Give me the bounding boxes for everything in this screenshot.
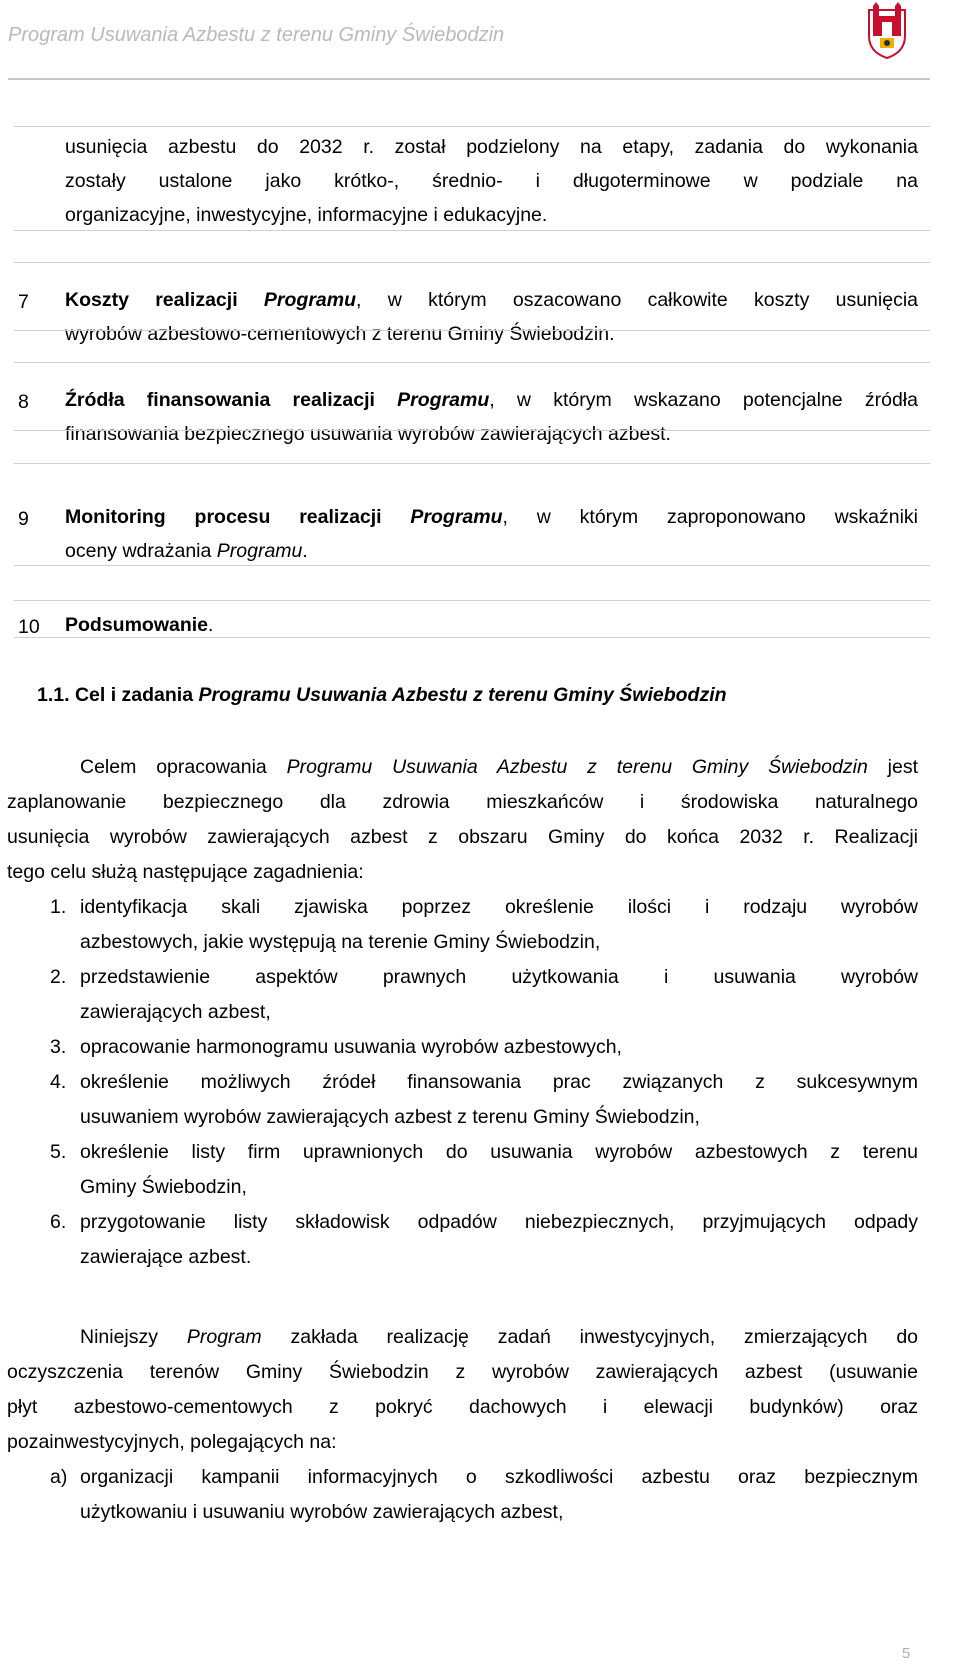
toc-divider xyxy=(14,230,930,231)
toc-item-title: Podsumowanie xyxy=(65,614,209,636)
list-marker: 2. xyxy=(50,966,67,988)
list-item-line: zawierających azbest, xyxy=(80,1001,271,1023)
list-item-line: azbestowych, jakie występują na terenie Gminy Świebodzin, xyxy=(80,931,601,953)
list-marker: 4. xyxy=(50,1071,67,1093)
text-run: Celem opracowania xyxy=(80,756,287,778)
toc-item-7 xyxy=(65,283,918,351)
toc-item-title-italic: Programu xyxy=(410,506,503,528)
list-item-line: przygotowanie listy składowisk odpadów niebezpiecznych, przyjmujących odpady xyxy=(80,1211,918,1233)
text-run: jest xyxy=(867,756,919,778)
toc-item-title-italic: Programu xyxy=(263,289,357,311)
toc-item-title: Źródła finansowania realizacji xyxy=(65,389,398,411)
list-item-line: usuwaniem wyrobów zawierających azbest z terenu Gminy Świebodzin, xyxy=(80,1106,700,1128)
toc-item-title: Monitoring procesu realizacji xyxy=(65,506,411,528)
toc-item-description-italic: Programu xyxy=(216,540,303,562)
toc-item-description: , w którym wskazano potencjalne źródła xyxy=(489,389,918,411)
toc-item-description: , w którym zaproponowano wskaźniki xyxy=(502,506,919,528)
toc-item-9 xyxy=(65,500,918,568)
list-marker: 3. xyxy=(50,1036,67,1058)
text-line: zaplanowanie bezpiecznego dla zdrowia mieszkańców i środowiska naturalnego xyxy=(7,791,918,813)
paragraph-scope xyxy=(7,1320,918,1460)
text-line: płyt azbestowo-cementowych z pokryć dachowych i elewacji budynków) oraz xyxy=(7,1396,918,1418)
text-line: tego celu służą następujące zagadnienia: xyxy=(7,861,364,883)
toc-divider xyxy=(14,262,930,263)
running-header-title: Program Usuwania Azbestu z terenu Gminy Świebodzin xyxy=(8,24,505,46)
toc-divider xyxy=(14,430,930,431)
list-marker: 5. xyxy=(50,1141,67,1163)
text-line: pozainwestycyjnych, polegających na: xyxy=(7,1431,337,1453)
list-item xyxy=(7,890,918,960)
paragraph-goal xyxy=(7,750,918,890)
section-title: Cel i zadania xyxy=(69,684,199,706)
list-item xyxy=(7,1030,918,1065)
list-item xyxy=(7,960,918,1030)
toc-divider xyxy=(14,330,930,331)
toc-item-number: 8 xyxy=(18,391,29,413)
list-marker: 1. xyxy=(50,896,67,918)
text-line: oczyszczenia terenów Gminy Świebodzin z wyrobów zawierających azbest (usuwanie xyxy=(7,1361,918,1383)
goals-list xyxy=(7,890,918,1275)
toc-item-number: 9 xyxy=(18,508,29,530)
list-item xyxy=(7,1205,918,1275)
toc-item-description: , w którym oszacowano całkowite koszty usunięcia xyxy=(356,289,919,311)
toc-item-title-italic: Programu xyxy=(397,389,490,411)
toc-divider xyxy=(14,565,930,566)
list-item xyxy=(7,1065,918,1135)
toc-item-description: . xyxy=(208,614,214,636)
toc-item-title: Koszty realizacji xyxy=(65,289,264,311)
list-marker: a) xyxy=(50,1466,68,1488)
section-heading xyxy=(37,684,727,707)
list-item-line: identyfikacja skali zjawiska poprzez określenie ilości i rodzaju wyrobów xyxy=(80,896,918,918)
text-run-italic: Program xyxy=(186,1326,262,1348)
list-item-line: opracowanie harmonogramu usuwania wyrobów azbestowych, xyxy=(80,1036,622,1058)
toc-divider xyxy=(14,463,930,464)
section-title-italic: Programu Usuwania Azbestu z terenu Gminy Świebodzin xyxy=(198,684,727,706)
list-item-line: określenie możliwych źródeł finansowania prac związanych z sukcesywnym xyxy=(80,1071,918,1093)
toc-continuation-line: usunięcia azbestu do 2032 r. został podzielony na etapy, zadania do wykonania xyxy=(65,136,918,158)
list-item xyxy=(7,1460,918,1530)
toc-divider xyxy=(14,600,930,601)
list-item xyxy=(7,1135,918,1205)
list-item-line: organizacji kampanii informacyjnych o szkodliwości azbestu oraz bezpiecznym xyxy=(80,1466,918,1488)
list-item-line: określenie listy firm uprawnionych do usuwania wyrobów azbestowych z terenu xyxy=(80,1141,918,1163)
list-item-line: Gminy Świebodzin, xyxy=(80,1176,247,1198)
toc-divider xyxy=(14,126,930,127)
toc-continuation-line: organizacyjne, inwestycyjne, informacyjne i edukacyjne. xyxy=(65,204,548,226)
header-divider xyxy=(8,78,930,80)
toc-item-number: 10 xyxy=(18,616,40,638)
toc-item-number: 7 xyxy=(18,291,29,313)
list-item-line: użytkowaniu i usuwaniu wyrobów zawierających azbest, xyxy=(80,1501,564,1523)
list-item-line: przedstawienie aspektów prawnych użytkowania i usuwania wyrobów xyxy=(80,966,918,988)
toc-item-8 xyxy=(65,383,918,451)
toc-divider xyxy=(14,362,930,363)
toc-item-description: wyrobów azbestowo-cementowych z terenu Gminy Świebodzin. xyxy=(65,323,615,345)
toc-divider xyxy=(14,637,930,638)
text-run: zakłada realizację zadań inwestycyjnych, zmierzających do xyxy=(261,1326,919,1348)
municipal-crest-icon xyxy=(865,2,909,60)
text-run: Niniejszy xyxy=(80,1326,187,1348)
section-number: 1.1. xyxy=(37,684,70,706)
text-line: usunięcia wyrobów zawierających azbest z obszaru Gminy do końca 2032 r. Realizacji xyxy=(7,826,918,848)
list-item-line: zawierające azbest. xyxy=(80,1246,252,1268)
toc-item-description: oceny wdrażania xyxy=(65,540,217,562)
toc-item-description: . xyxy=(302,540,308,562)
toc-continuation-line: zostały ustalone jako krótko-, średnio- i długoterminowe w podziale na xyxy=(65,170,918,192)
text-run-italic: Programu Usuwania Azbestu z terenu Gminy Świebodzin xyxy=(286,756,868,778)
page-number: 5 xyxy=(902,1645,911,1662)
tasks-list xyxy=(7,1460,918,1530)
list-marker: 6. xyxy=(50,1211,67,1233)
toc-item-description: finansowania bezpiecznego usuwania wyrobów zawierających azbest. xyxy=(65,423,671,445)
toc-continuation xyxy=(65,130,918,232)
